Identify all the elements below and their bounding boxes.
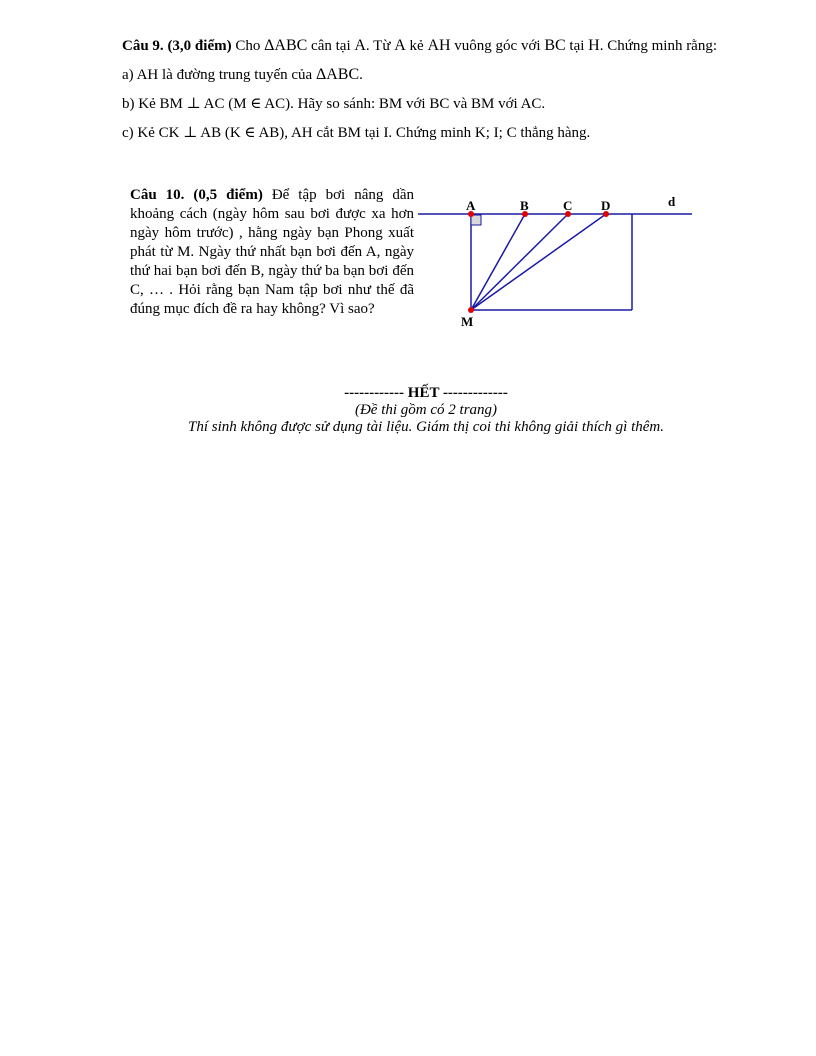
end-text: ------------ HẾT -------------: [344, 385, 508, 401]
question-10-text: Để tập bơi nâng dần khoảng cách (ngày hôm sau bơi được xa hơn ngày hôm trước) , hằng ngày bạn Phong xuất phát từ M. Ngày thứ nhất bạn bơi đến A, ngày thứ hai bạn bơi đến B, ngày thứ ba bạn bơi đến C, … . Hỏi rằng bạn Nam tập bơi như thế đã đúng mục đích đề ra hay không? Vì sao?: [130, 187, 415, 317]
q9-bc: BC: [544, 37, 566, 54]
q9-from-a: A: [394, 37, 406, 54]
point-m: [468, 307, 474, 313]
q9-text-g: . Chứng minh rằng:: [599, 38, 718, 54]
label-c: C: [563, 198, 573, 213]
label-b: B: [520, 198, 529, 213]
question-10-heading: Câu 10.: [130, 187, 185, 203]
question-9-part-c: c) Kẻ CK ⊥ AB (K ∈ AB), AH cắt BM tại I. Chứng minh K; I; C thẳng hàng.: [122, 125, 591, 141]
segment-mb: [471, 214, 525, 310]
question-9-part-b: b) Kẻ BM ⊥ AC (M ∈ AC). Hãy so sánh: BM với BC và BM với AC.: [122, 96, 546, 112]
q9-vertex-a: A: [354, 37, 366, 54]
q9-ah: AH: [427, 37, 451, 54]
label-a: A: [466, 198, 476, 213]
question-9-points: (3,0 điểm): [167, 38, 232, 54]
segment-mc: [471, 214, 568, 310]
label-d: D: [601, 198, 611, 213]
q9-triangle: ΔABC: [264, 37, 308, 54]
page-count: (Đề thi gồm có 2 trang): [354, 402, 498, 418]
q9-part-a-text: a) AH là đường trung tuyến của: [122, 67, 313, 83]
swimming-figure: [418, 188, 692, 334]
question-9-part-a: [122, 65, 722, 85]
label-m: M: [461, 314, 474, 329]
q9-text-e: vuông góc với: [454, 38, 541, 54]
q9-text-c: . Từ: [365, 38, 391, 54]
q9-text-f: tại: [569, 38, 585, 54]
question-9-intro: [122, 36, 722, 56]
exam-footer: [0, 385, 816, 436]
q9-text-b: cân tại: [311, 38, 351, 54]
label-line-d: d: [668, 194, 676, 209]
q9-text-a: Cho: [235, 38, 261, 54]
q9-h: H: [588, 37, 600, 54]
q9-part-a-end: .: [359, 67, 363, 83]
q9-part-a-triangle: ΔABC: [315, 66, 360, 83]
end-marker: [0, 385, 816, 402]
q9-text-d: kẻ: [409, 38, 424, 54]
question-9: [122, 36, 722, 153]
question-10-points: (0,5 điểm): [193, 187, 263, 203]
question-10: [130, 186, 414, 319]
segment-md: [471, 214, 606, 310]
exam-note: Thí sinh không được sử dụng tài liệu. Giám thị coi thi không giải thích gì thêm.: [187, 419, 664, 435]
question-9-heading: Câu 9.: [122, 38, 164, 54]
